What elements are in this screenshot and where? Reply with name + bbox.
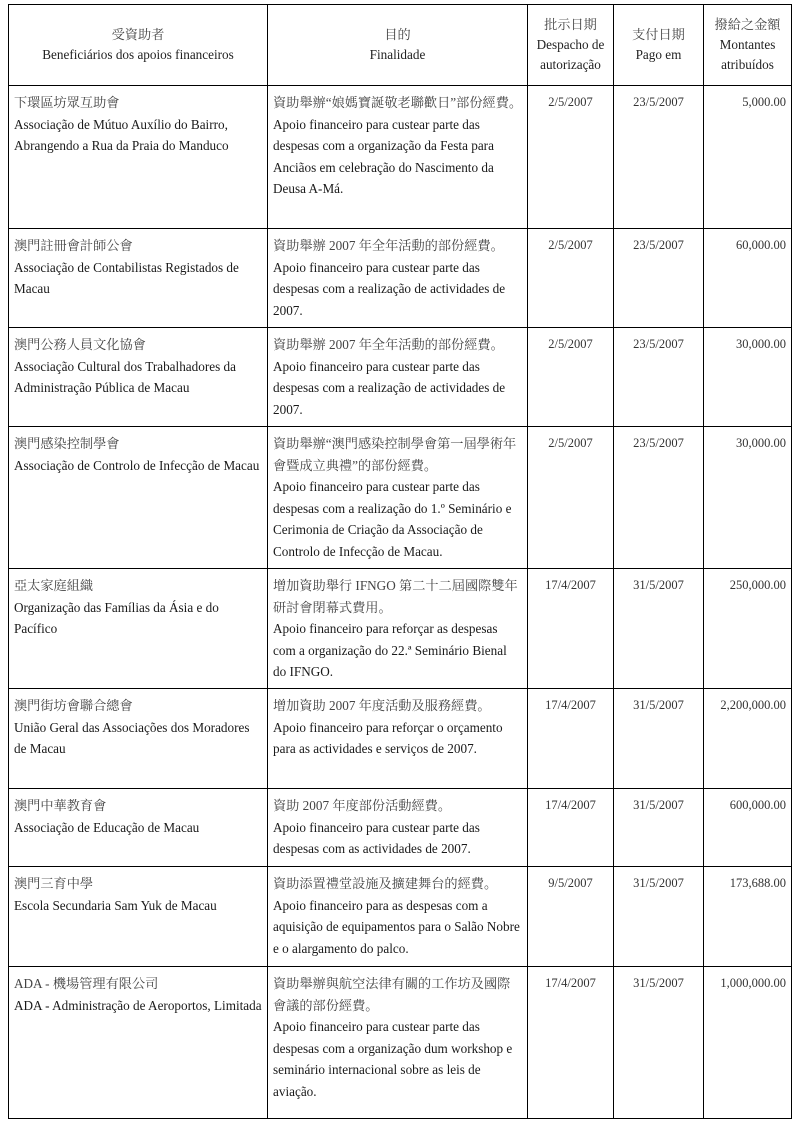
amount: 1,000,000.00 xyxy=(704,967,792,1119)
despacho-date: 9/5/2007 xyxy=(528,867,614,967)
payment-date: 23/5/2007 xyxy=(614,328,704,427)
beneficiary-name-pt: União Geral das Associações dos Moradores de Macau xyxy=(14,719,250,756)
purpose-pt: Apoio financeiro para custear parte das despesas com a organização dum workshop e seminário internacional sobre as leis de aviação. xyxy=(273,1019,513,1099)
purpose-cell xyxy=(268,569,528,689)
purpose-pt: Apoio financeiro para custear parte das despesas com a realização do 1.º Seminário e Cerimonia de Criação da Associação de Controlo de Infecção de Macau. xyxy=(273,479,512,559)
purpose-cell xyxy=(268,867,528,967)
payment-date: 23/5/2007 xyxy=(614,427,704,569)
despacho-date: 2/5/2007 xyxy=(528,229,614,328)
header-montante: 撥給之金額 Montantes atribuídos xyxy=(704,5,792,86)
beneficiary-cell xyxy=(9,569,268,689)
purpose-cell xyxy=(268,427,528,569)
purpose-cell xyxy=(268,328,528,427)
amount: 173,688.00 xyxy=(704,867,792,967)
purpose-pt: Apoio financeiro para custear parte das despesas com a realização de actividades de 2007. xyxy=(273,259,506,318)
beneficiary-name-pt: Associação de Controlo de Infecção de Macau xyxy=(14,457,260,473)
table-row xyxy=(9,86,792,229)
beneficiary-name-pt: Escola Secundaria Sam Yuk de Macau xyxy=(14,897,217,913)
payment-date: 31/5/2007 xyxy=(614,967,704,1119)
table-row xyxy=(9,229,792,328)
purpose-cell xyxy=(268,789,528,867)
despacho-date: 17/4/2007 xyxy=(528,569,614,689)
purpose-pt: Apoio financeiro para as despesas com a aquisição de equipamentos para o Salão Nobre e o alargamento do palco. xyxy=(273,897,520,956)
amount: 5,000.00 xyxy=(704,86,792,229)
beneficiary-name-zh: 澳門中華教育會 xyxy=(14,798,107,813)
beneficiary-cell xyxy=(9,229,268,328)
purpose-zh: 資助添置禮堂設施及擴建舞台的經費。 xyxy=(273,876,498,891)
payment-date: 31/5/2007 xyxy=(614,867,704,967)
purpose-pt: Apoio financeiro para custear parte das despesas com as actividades de 2007. xyxy=(273,819,480,856)
table-row xyxy=(9,689,792,789)
purpose-zh: 資助舉辦 2007 年全年活動的部份經費。 xyxy=(273,337,504,352)
purpose-pt: Apoio financeiro para reforçar as despesas com a organização do 22.ª Seminário Bienal do IFNGO. xyxy=(273,621,507,679)
beneficiary-name-pt: Associação de Mútuo Auxílio do Bairro, Abrangendo a Rua da Praia do Manduco xyxy=(14,116,229,153)
despacho-date: 17/4/2007 xyxy=(528,967,614,1119)
beneficiary-cell xyxy=(9,967,268,1119)
amount: 2,200,000.00 xyxy=(704,689,792,789)
beneficiary-name-zh: 澳門感染控制學會 xyxy=(14,436,120,451)
beneficiary-name-zh: 澳門街坊會聯合總會 xyxy=(14,698,133,713)
purpose-zh: 資助舉辦“娘媽寶誕敬老聯歡日”部份經費。 xyxy=(273,95,523,110)
purpose-zh: 資助舉辦“澳門感染控制學會第一屆學術年會暨成立典禮”的部份經費。 xyxy=(273,436,517,473)
header-row xyxy=(9,5,792,86)
header-beneficiary: 受資助者 Beneficiários dos apoios financeiros xyxy=(9,5,268,86)
despacho-date: 17/4/2007 xyxy=(528,789,614,867)
amount: 250,000.00 xyxy=(704,569,792,689)
purpose-zh: 增加資助 2007 年度活動及服務經費。 xyxy=(273,698,491,713)
beneficiary-name-pt: Associação de Educação de Macau xyxy=(14,819,200,835)
header-pago: 支付日期 Pago em xyxy=(614,5,704,86)
despacho-date: 2/5/2007 xyxy=(528,86,614,229)
purpose-cell xyxy=(268,967,528,1119)
amount: 60,000.00 xyxy=(704,229,792,328)
purpose-zh: 增加資助舉行 IFNGO 第二十二屆國際雙年研討會閉幕式費用。 xyxy=(273,578,518,615)
beneficiary-name-zh: 澳門公務人員文化協會 xyxy=(14,337,146,352)
table-row xyxy=(9,569,792,689)
beneficiary-cell xyxy=(9,427,268,569)
purpose-cell xyxy=(268,229,528,328)
beneficiary-cell xyxy=(9,328,268,427)
beneficiary-name-zh: 澳門三育中學 xyxy=(14,876,94,891)
purpose-cell xyxy=(268,86,528,229)
beneficiary-cell xyxy=(9,867,268,967)
beneficiary-name-zh: 澳門註冊會計師公會 xyxy=(14,238,133,253)
purpose-pt: Apoio financeiro para reforçar o orçamento para as actividades e serviços de 2007. xyxy=(273,719,503,756)
beneficiary-name-pt: Associação Cultural dos Trabalhadores da Administração Pública de Macau xyxy=(14,358,236,395)
header-despacho: 批示日期 Despacho de autorização xyxy=(528,5,614,86)
beneficiary-name-pt: ADA - Administração de Aeroportos, Limitada xyxy=(14,997,262,1013)
purpose-pt: Apoio financeiro para custear parte das despesas com a organização da Festa para Anciãos em celebração do Nascimento da Deusa A-Má. xyxy=(273,116,494,196)
amount: 600,000.00 xyxy=(704,789,792,867)
beneficiary-name-zh: 下環區坊眾互助會 xyxy=(14,95,120,110)
despacho-date: 2/5/2007 xyxy=(528,427,614,569)
amount: 30,000.00 xyxy=(704,427,792,569)
table-row xyxy=(9,967,792,1119)
beneficiary-name-pt: Associação de Contabilistas Registados de Macau xyxy=(14,259,239,296)
purpose-zh: 資助舉辦與航空法律有關的工作坊及國際會議的部份經費。 xyxy=(273,976,511,1013)
purpose-pt: Apoio financeiro para custear parte das despesas com a realização de actividades de 2007. xyxy=(273,358,506,417)
beneficiary-name-pt: Organização das Famílias da Ásia e do Pacífico xyxy=(14,599,219,636)
table-row xyxy=(9,328,792,427)
payment-date: 31/5/2007 xyxy=(614,689,704,789)
amount: 30,000.00 xyxy=(704,328,792,427)
beneficiary-cell xyxy=(9,689,268,789)
payment-date: 23/5/2007 xyxy=(614,229,704,328)
purpose-zh: 資助 2007 年度部份活動經費。 xyxy=(273,798,452,813)
despacho-date: 2/5/2007 xyxy=(528,328,614,427)
purpose-cell xyxy=(268,689,528,789)
beneficiary-cell xyxy=(9,86,268,229)
beneficiary-name-zh: 亞太家庭組織 xyxy=(14,578,94,593)
beneficiary-cell xyxy=(9,789,268,867)
table-row xyxy=(9,427,792,569)
payment-date: 31/5/2007 xyxy=(614,569,704,689)
table-row xyxy=(9,867,792,967)
subsidies-table xyxy=(8,4,792,1119)
beneficiary-name-zh: ADA - 機場管理有限公司 xyxy=(14,976,159,991)
purpose-zh: 資助舉辦 2007 年全年活動的部份經費。 xyxy=(273,238,504,253)
payment-date: 31/5/2007 xyxy=(614,789,704,867)
header-purpose: 目的 Finalidade xyxy=(268,5,528,86)
payment-date: 23/5/2007 xyxy=(614,86,704,229)
despacho-date: 17/4/2007 xyxy=(528,689,614,789)
table-row xyxy=(9,789,792,867)
